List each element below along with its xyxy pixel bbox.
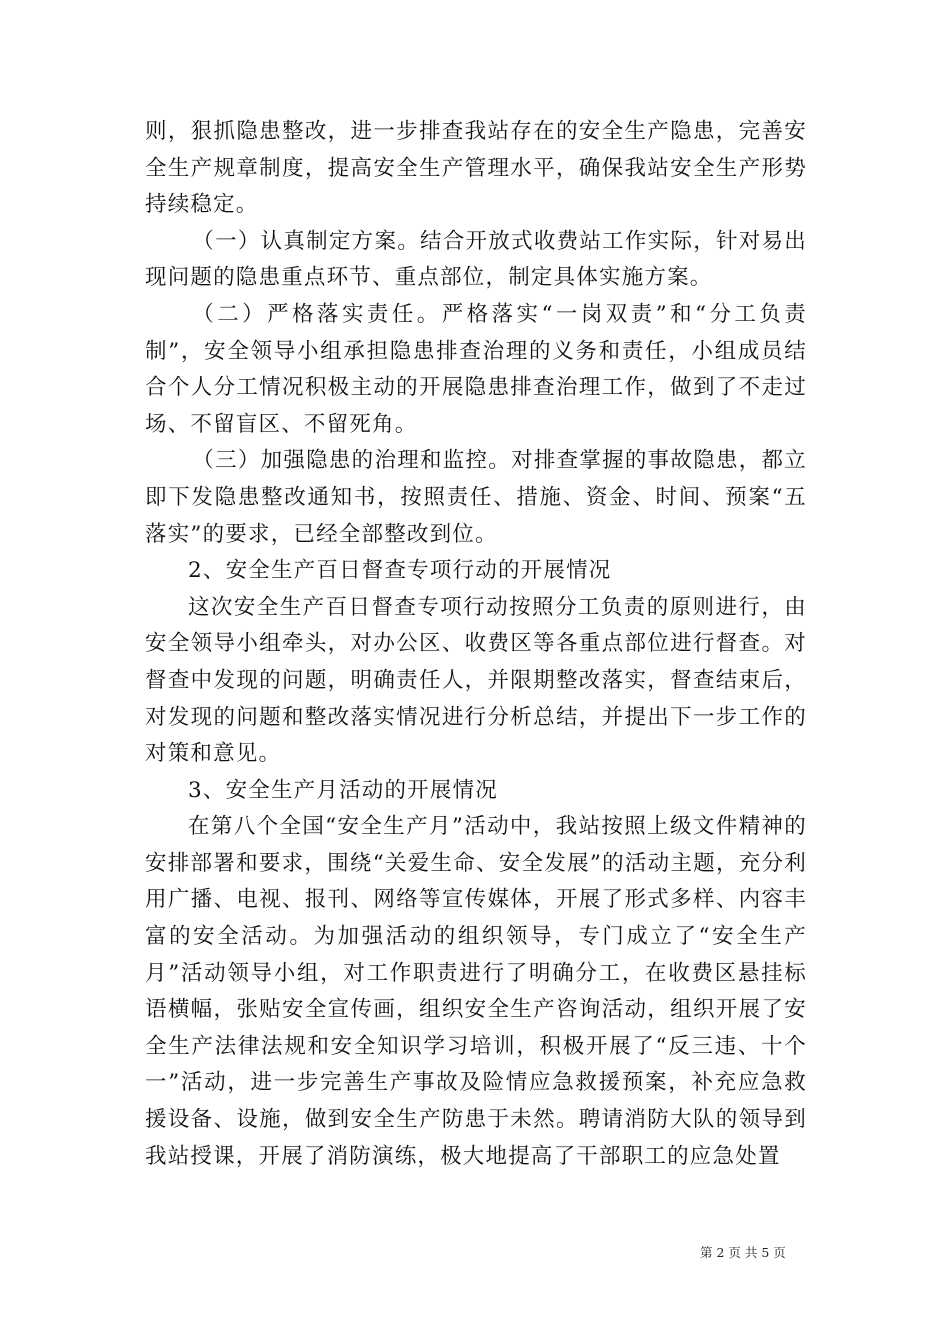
paragraph-continuation: 则，狠抓隐患整改，进一步排查我站存在的安全生产隐患，完善安全生产规章制度，提高安全生产管理水平，确保我站安全生产形势持续稳定。 xyxy=(145,119,807,218)
paragraph-item-1: （一）认真制定方案。结合开放式收费站工作实际，针对易出现问题的隐患重点环节、重点部位，制定具体实施方案。 xyxy=(145,228,807,291)
paragraph-section-2: 这次安全生产百日督查专项行动按照分工负责的原则进行，由安全领导小组牵头，对办公区、收费区等各重点部位进行督查。对督查中发现的问题，明确责任人，并限期整改落实，督查结束后，对发现的问题和整改落实情况进行分析总结，并提出下一步工作的对策和意见。 xyxy=(145,594,807,767)
page-number: 第 2 页 共 5 页 xyxy=(700,1245,786,1260)
document-body xyxy=(145,114,807,1175)
section-heading-2: 2、安全生产百日督查专项行动的开展情况 xyxy=(188,558,612,584)
paragraph-item-2: （二）严格落实责任。严格落实“一岗双责”和“分工负责制”，安全领导小组承担隐患排查治理的义务和责任，小组成员结合个人分工情况积极主动的开展隐患排查治理工作，做到了不走过场、不留盲区、不留死角。 xyxy=(145,301,807,437)
paragraph-section-3: 在第八个全国“安全生产月”活动中，我站按照上级文件精神的安排部署和要求，围绕“关爱生命、安全发展”的活动主题，充分利用广播、电视、报刊、网络等宣传媒体，开展了形式多样、内容丰富的安全活动。为加强活动的组织领导，专门成立了“安全生产月”活动领导小组，对工作职责进行了明确分工，在收费区悬挂标语横幅，张贴安全宣传画，组织安全生产咨询活动，组织开展了安全生产法律法规和安全知识学习培训，积极开展了“反三违、十个一”活动，进一步完善生产事故及险情应急救援预案，补充应急救援设备、设施，做到安全生产防患于未然。聘请消防大队的领导到我站授课，开展了消防演练，极大地提高了干部职工的应急处置 xyxy=(145,814,807,1169)
paragraph-item-3: （三）加强隐患的治理和监控。对排查掌握的事故隐患，都立即下发隐患整改通知书，按照责任、措施、资金、时间、预案“五落实”的要求，已经全部整改到位。 xyxy=(145,448,807,547)
section-heading-3: 3、安全生产月活动的开展情况 xyxy=(188,777,498,803)
